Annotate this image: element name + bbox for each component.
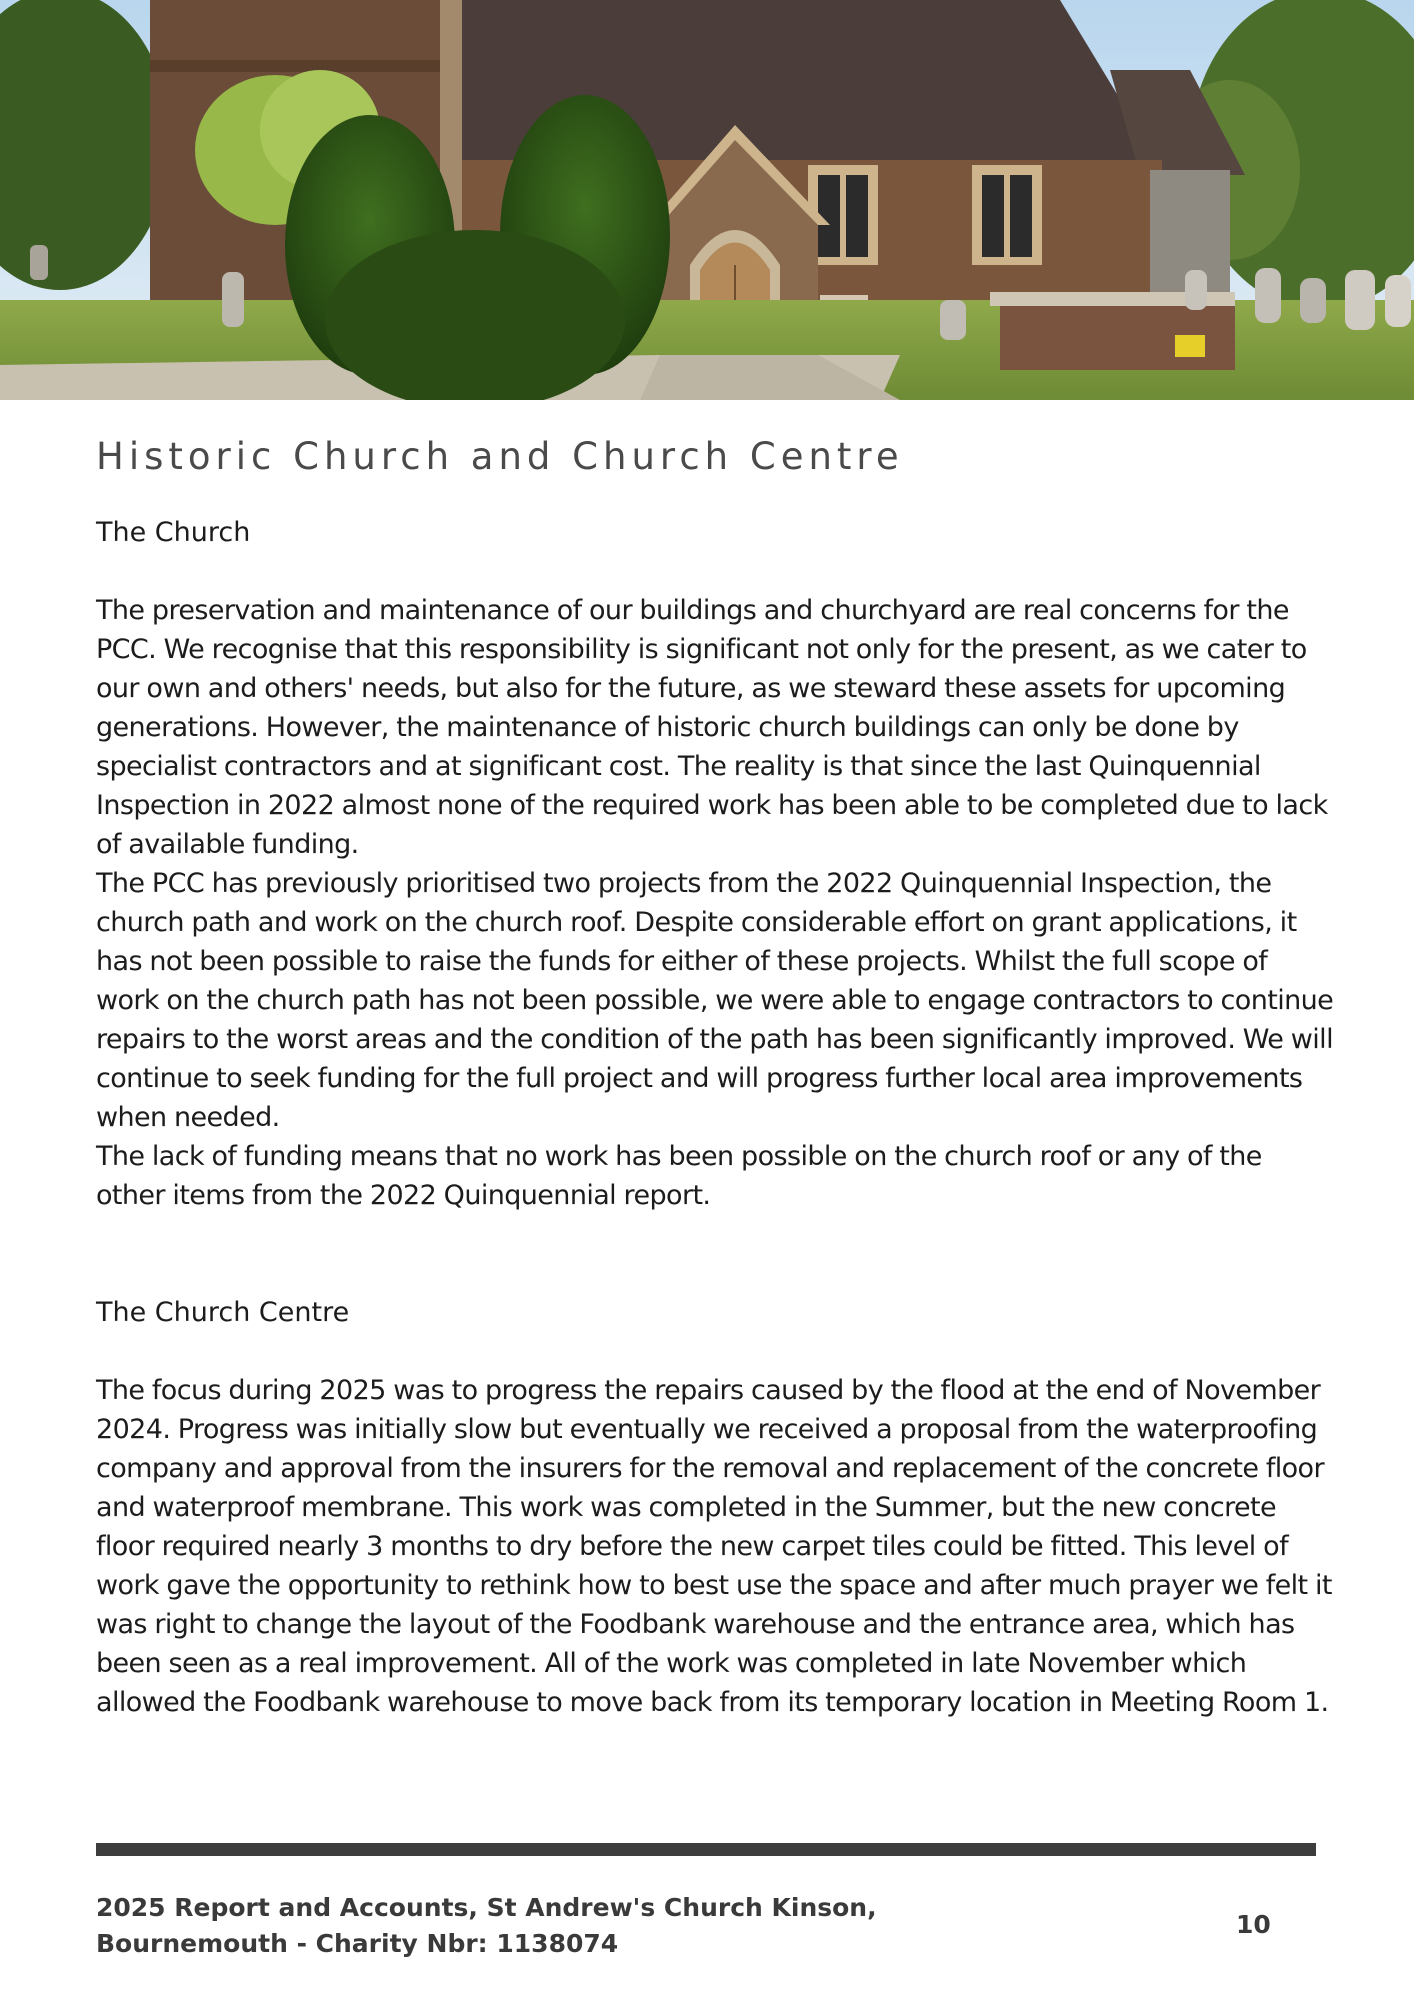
paragraph: The focus during 2025 was to progress the repairs caused by the flood at the end of November 2024. Progress was initially slow but eventually we received a proposal from the waterproofing company and approval from the insurers for the removal and replacement of the concrete floor and waterproof membrane. This work was completed in the Summer, but the new concrete floor required nearly 3 months to dry before the new carpet tiles could be fitted. This level of work gave the opportunity to rethink how to best use the space and after much prayer we felt it was right to change the layout of the Foodbank warehouse and the entrance area, which has been seen as a real improvement. All of the work was completed in late November which allowed the Foodbank warehouse to move back from its temporary location in Meeting Room 1. xyxy=(96,1375,1332,1718)
footer-line-2: Bournemouth - Charity Nbr: 1138074 xyxy=(96,1929,619,1958)
footer-divider xyxy=(96,1843,1316,1856)
page-number: 10 xyxy=(1236,1910,1271,1939)
page-title: Historic Church and Church Centre xyxy=(96,435,904,478)
paragraph: The lack of funding means that no work has been possible on the church roof or any of the other items from the 2022 Quinquennial report. xyxy=(96,1141,1262,1211)
church-photo xyxy=(0,0,1414,400)
footer-caption xyxy=(96,1890,877,1962)
main-content xyxy=(96,430,1336,1722)
paragraph: The PCC has previously prioritised two projects from the 2022 Quinquennial Inspection, the church path and work on the church roof. Despite considerable effort on grant applications, it has not been possible to raise the funds for either of these projects. Whilst the full scope of work on the church path has not been possible, we were able to engage contractors to continue repairs to the worst areas and the condition of the path has been significantly improved. We will continue to seek funding for the full project and will progress further local area improvements when needed. xyxy=(96,868,1334,1133)
section-heading-church: The Church xyxy=(96,517,251,548)
paragraph: The preservation and maintenance of our buildings and churchyard are real concerns for the PCC. We recognise that this responsibility is significant not only for the present, as we cater to our own and others' needs, but also for the future, as we steward these assets for upcoming generations. However, the maintenance of historic church buildings can only be done by specialist contractors and at significant cost. The reality is that since the last Quinquennial Inspection in 2022 almost none of the required work has been able to be completed due to lack of available funding. xyxy=(96,595,1328,860)
footer-line-1: 2025 Report and Accounts, St Andrew's Church Kinson, xyxy=(96,1893,877,1922)
section-heading-church-centre: The Church Centre xyxy=(96,1297,350,1328)
